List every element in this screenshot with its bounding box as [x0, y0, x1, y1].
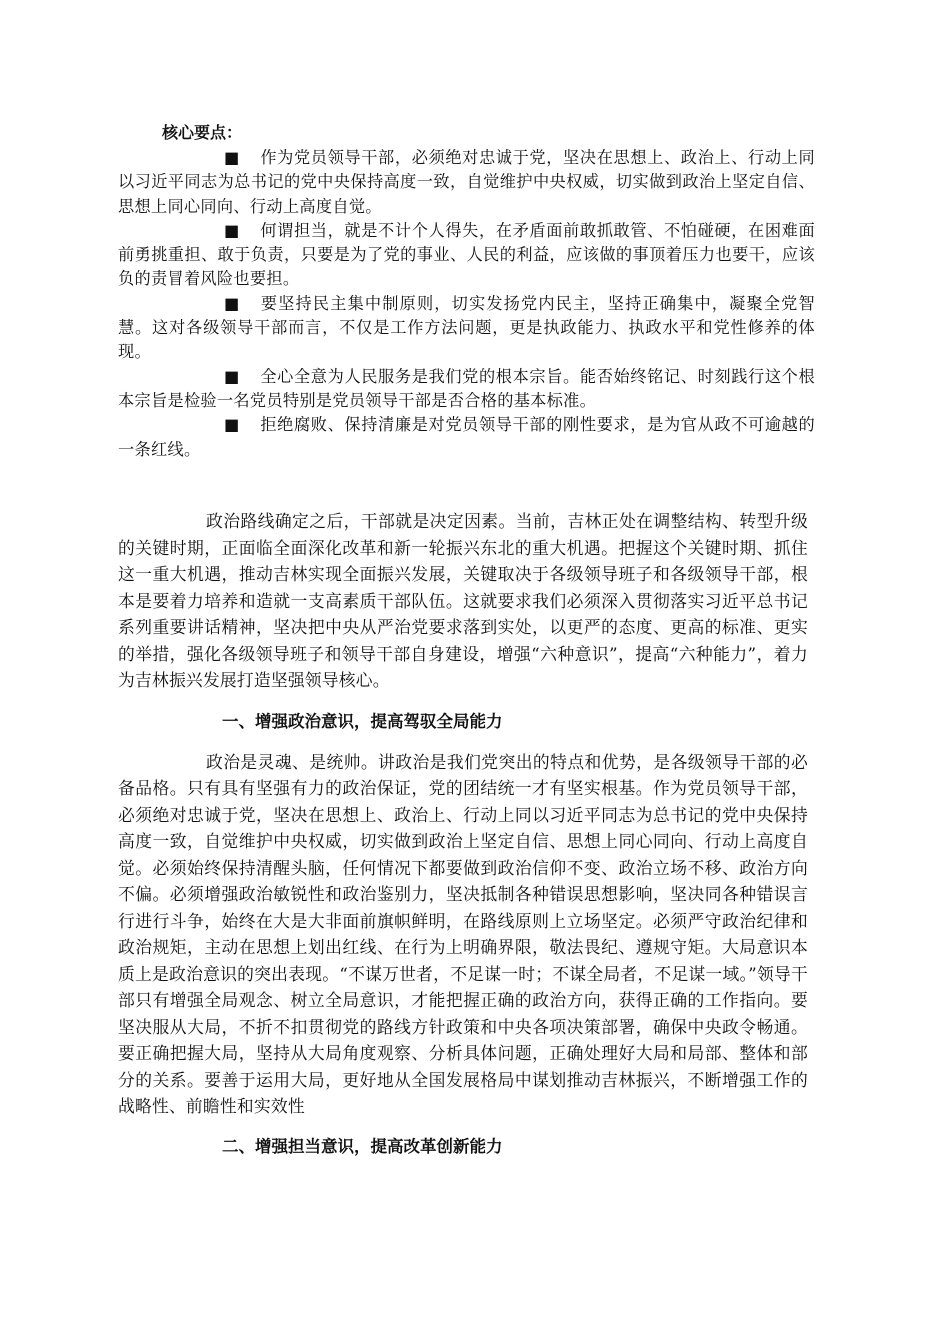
core-point-text: 全心全意为人民服务是我们党的根本宗旨。能否始终铭记、时刻践行这个根本宗旨是检验一名党员特别是党员领导干部是否合格的基本标准。: [118, 366, 815, 410]
core-point-2: [118, 219, 815, 292]
core-points-heading: 核心要点：: [162, 123, 243, 142]
square-bullet-icon: ■: [224, 415, 240, 435]
square-bullet-icon: ■: [224, 220, 240, 240]
square-bullet-icon: ■: [224, 148, 240, 167]
intro-paragraph: 政治路线确定之后，干部就是决定因素。当前，吉林正处在调整结构、转型升级的关键时期，正面临全面深化改革和新一轮振兴东北的重大机遇。把握这个关键时期、抓住这一重大机遇，推动吉林实现全面振兴发展，关键取决于各级领导班子和各级领导干部，根本是要着力培养和造就一支高素质干部队伍。这就要求我们必须深入贯彻落实习近平总书记系列重要讲话精神，坚决把中央从严治党要求落到实处，以更严的态度、更高的标准、更实的举措，强化各级领导班子和领导干部自身建设，增强“六种意识”，提高“六种能力”，着力为吉林振兴发展打造坚强领导核心。: [118, 511, 808, 690]
core-point-text: 要坚持民主集中制原则，切实发扬党内民主，坚持正确集中，凝聚全党智慧。这对各级领导干部而言，不仅是工作方法问题，更是执政能力、执政水平和党性修养的体现。: [118, 293, 815, 362]
square-bullet-icon: ■: [224, 293, 240, 313]
core-point-text: 拒绝腐败、保持清廉是对党员领导干部的刚性要求，是为官从政不可逾越的一条红线。: [118, 415, 815, 459]
core-point-5: [118, 413, 815, 462]
section-1-heading: 一、增强政治意识，提高驾驭全局能力: [222, 711, 503, 731]
section-1-paragraph: 政治是灵魂、是统帅。讲政治是我们党突出的特点和优势，是各级领导干部的必备品格。只有具有坚强有力的政治保证，党的团结统一才有坚实根基。作为党员领导干部，必须绝对忠诚于党，坚决在思想上、政治上、行动上同以习近平同志为总书记的党中央保持高度一致，自觉维护中央权威，切实做到政治上坚定自信、思想上同心同向、行动上高度自觉。必须始终保持清醒头脑，任何情况下都要做到政治信仰不变、政治立场不移、政治方向不偏。必须增强政治敏锐性和政治鉴别力，坚决抵制各种错误思想影响，坚决同各种错误言行进行斗争，始终在大是大非面前旗帜鲜明，在路线原则上立场坚定。必须严守政治纪律和政治规矩，主动在思想上划出红线、在行为上明确界限，敬法畏纪、遵规守矩。大局意识本质上是政治意识的突出表现。“不谋万世者，不足谋一时；不谋全局者，不足谋一域。”领导干部只有增强全局观念、树立全局意识，才能把握正确的政治方向，获得正确的工作指向。要坚决服从大局，不折不扣贯彻党的路线方针政策和中央各项决策部署，确保中央政令畅通。要正确把握大局，坚持从大局角度观察、分析具体问题，正确处理好大局和局部、整体和部分的关系。要善于运用大局，更好地从全国发展格局中谋划推动吉林振兴，不断增强工作的战略性、前瞻性和实效性: [118, 751, 808, 1116]
core-point-1: [118, 146, 815, 219]
core-points-block: [118, 120, 815, 462]
core-point-text: 作为党员领导干部，必须绝对忠诚于党，坚决在思想上、政治上、行动上同以习近平同志为总书记的党中央保持高度一致，自觉维护中央权威，切实做到政治上坚定自信、思想上同心同向、行动上高度自觉。: [118, 148, 815, 216]
section-2-heading: 二、增强担当意识，提高改革创新能力: [222, 1136, 503, 1156]
article-body: [118, 508, 808, 1160]
core-point-text: 何谓担当，就是不计个人得失，在矛盾面前敢抓敢管、不怕碰硬，在困难面前勇挑重担、敢于负责，只要是为了党的事业、人民的利益，应该做的事顶着压力也要干，应该负的责冒着风险也要担。: [118, 220, 815, 289]
core-point-4: [118, 365, 815, 414]
core-point-3: [118, 292, 815, 365]
square-bullet-icon: ■: [224, 366, 240, 386]
